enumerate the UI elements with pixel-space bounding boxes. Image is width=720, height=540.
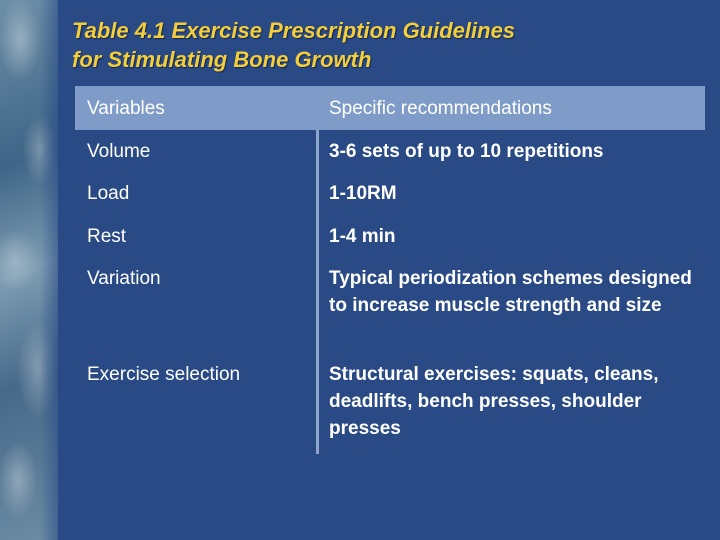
prescription-table xyxy=(75,86,705,454)
row-variable: Exercise selection xyxy=(87,364,241,385)
slide-title-line-1: Table 4.1 Exercise Prescription Guidelines xyxy=(72,18,516,43)
row-recommendation: 1-10RM xyxy=(329,183,397,204)
row-variable: Variation xyxy=(87,268,161,289)
row-recommendation: 3-6 sets of up to 10 repetitions xyxy=(329,141,604,162)
marble-fade xyxy=(40,0,70,540)
table-header-row xyxy=(75,86,705,130)
column-divider xyxy=(316,130,319,454)
header-recommendations: Specific recommendations xyxy=(329,98,552,119)
row-variable: Load xyxy=(87,183,130,204)
slide-title-line-2: for Stimulating Bone Growth xyxy=(72,47,372,72)
row-recommendation: 1-4 min xyxy=(329,226,396,247)
row-recommendation: Typical periodization schemes designed to increase muscle strength and size xyxy=(329,268,692,316)
header-variables: Variables xyxy=(87,98,165,119)
row-variable: Rest xyxy=(87,226,127,247)
row-recommendation: Structural exercises: squats, cleans, deadlifts, bench presses, shoulder presses xyxy=(329,364,659,439)
slide-title xyxy=(72,16,692,74)
row-variable: Volume xyxy=(87,141,151,162)
